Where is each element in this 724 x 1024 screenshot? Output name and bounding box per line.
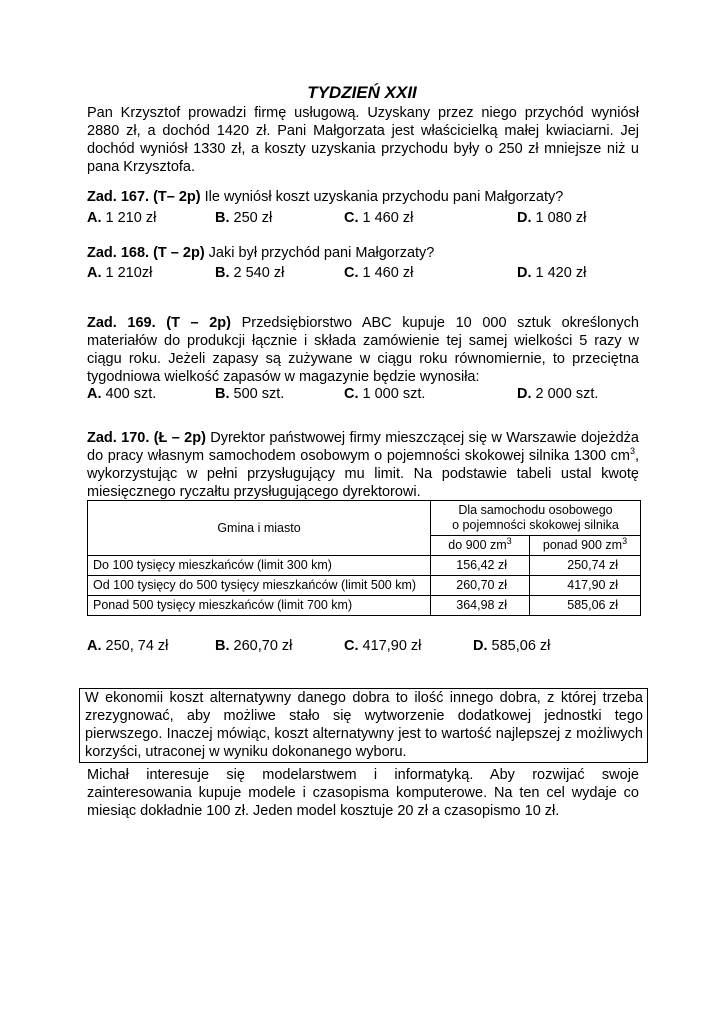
- table-cell-value: 585,06 zł: [530, 596, 641, 616]
- answer-d: D. 1 080 zł: [517, 210, 587, 226]
- table-header-group: Dla samochodu osobowego o pojemności skokowej silnika: [431, 501, 641, 536]
- table-row: [88, 556, 641, 576]
- answer-a: A. 250, 74 zł: [87, 638, 169, 654]
- answer-b: B. 2 540 zł: [215, 265, 285, 281]
- task-168-text: Jaki był przychód pani Małgorzaty?: [204, 245, 435, 261]
- table-cell-value: 260,70 zł: [431, 576, 530, 596]
- intro-paragraph: Pan Krzysztof prowadzi firmę usługową. Uzyskany przez niego przychód wyniósł 2880 zł, a dochód 1420 zł. Pani Małgorzata jest właścicielką małej kwiaciarni. Jej dochód wyniósł 1330 zł, a koszty uzyskania przychodu były o 250 zł mniejsze niż u pana Krzysztofa.: [87, 105, 639, 175]
- allowance-table: [87, 500, 641, 616]
- answer-a: A. 1 210 zł: [87, 210, 157, 226]
- table-cell-value: 156,42 zł: [431, 556, 530, 576]
- task-168-answers: [87, 264, 647, 282]
- answer-c: C. 1 460 zł: [344, 210, 414, 226]
- task-169-label: Zad. 169. (T – 2p): [87, 315, 231, 331]
- answer-d: D. 585,06 zł: [473, 638, 551, 654]
- answer-d: D. 1 420 zł: [517, 265, 587, 281]
- answer-c: C. 1 460 zł: [344, 265, 414, 281]
- definition-box: W ekonomii koszt alternatywny danego dobra to ilość innego dobra, z której trzeba zrezygnować, aby możliwe stało się wytworzenie dodatkowej jednostki tego pierwszego. Inaczej mówiąc, koszt alternatywny jest to wartość najlepszej z możliwych korzyści, utraconej w wyniku dokonanego wyboru.: [79, 688, 648, 763]
- table-row: [88, 576, 641, 596]
- answer-b: B. 260,70 zł: [215, 638, 293, 654]
- table-header-row: [88, 501, 641, 536]
- task-170-label: Zad. 170. (Ł – 2p): [87, 430, 206, 446]
- table-header-municipality: Gmina i miasto: [88, 501, 431, 556]
- page-title: TYDZIEŃ XXII: [307, 83, 417, 102]
- table-cell-value: 417,90 zł: [530, 576, 641, 596]
- table-subheader-over-900: ponad 900 $zm^3$: [530, 536, 641, 556]
- task-170-text-1: Dyrektor państwowej firmy mieszczącej się w Warszawie dojeżdża do pracy własnym samochodem osobowym o pojemności skokowej silnika 1300 cm: [87, 430, 639, 464]
- task-167-answers: [87, 209, 647, 227]
- task-167-question: [87, 188, 639, 206]
- task-168-question: [87, 244, 639, 262]
- task-170-answers: [87, 637, 647, 655]
- answer-d: D. 2 000 szt.: [517, 386, 599, 402]
- answer-b: B. 500 szt.: [215, 386, 285, 402]
- table-row-label: Ponad 500 tysięcy mieszkańców (limit 700 km): [88, 596, 431, 616]
- answer-b: B. 250 zł: [215, 210, 273, 226]
- table-subheader-up-to-900: do 900 $zm^3$: [431, 536, 530, 556]
- task-170-text-2: , wykorzystując w pełni przysługujący mu limit. Na podstawie tabeli ustal kwotę miesięcznego ryczałtu przysługującego dyrektorowi.: [87, 448, 639, 500]
- superscript: 3: [629, 446, 635, 457]
- task-169-question: [87, 314, 639, 386]
- task-169-text: Przedsiębiorstwo ABC kupuje 10 000 sztuk określonych materiałów do produkcji łącznie i składa zamówienie tej samej wielkości 5 razy w ciągu roku. Jeżeli zapasy są zużywane w ciągu roku równomiernie, to przeciętna tygodniowa wielkość zapasów w magazynie będzie wynosiła:: [87, 315, 639, 385]
- table-row-label: Od 100 tysięcy do 500 tysięcy mieszkańców (limit 500 km): [88, 576, 431, 596]
- answer-a: A. 400 szt.: [87, 386, 157, 402]
- task-167-text: Ile wyniósł koszt uzyskania przychodu pani Małgorzaty?: [200, 189, 564, 205]
- answer-a: A. 1 210zł: [87, 265, 153, 281]
- task-167-label: Zad. 167. (T– 2p): [87, 189, 201, 205]
- answer-c: C. 417,90 zł: [344, 638, 422, 654]
- closing-paragraph: Michał interesuje się modelarstwem i informatyką. Aby rozwijać swoje zainteresowania kupuje modele i czasopisma komputerowe. Na ten cel wydaje co miesiąc dokładnie 100 zł. Jeden model kosztuje 20 zł a czasopismo 10 zł.: [87, 767, 639, 819]
- table-row-label: Do 100 tysięcy mieszkańców (limit 300 km): [88, 556, 431, 576]
- answer-c: C. 1 000 szt.: [344, 386, 426, 402]
- task-168-label: Zad. 168. (T – 2p): [87, 245, 205, 261]
- task-169-answers: [87, 385, 647, 403]
- table-cell-value: 250,74 zł: [530, 556, 641, 576]
- task-170-question: [87, 429, 639, 501]
- table-cell-value: 364,98 zł: [431, 596, 530, 616]
- table-row: [88, 596, 641, 616]
